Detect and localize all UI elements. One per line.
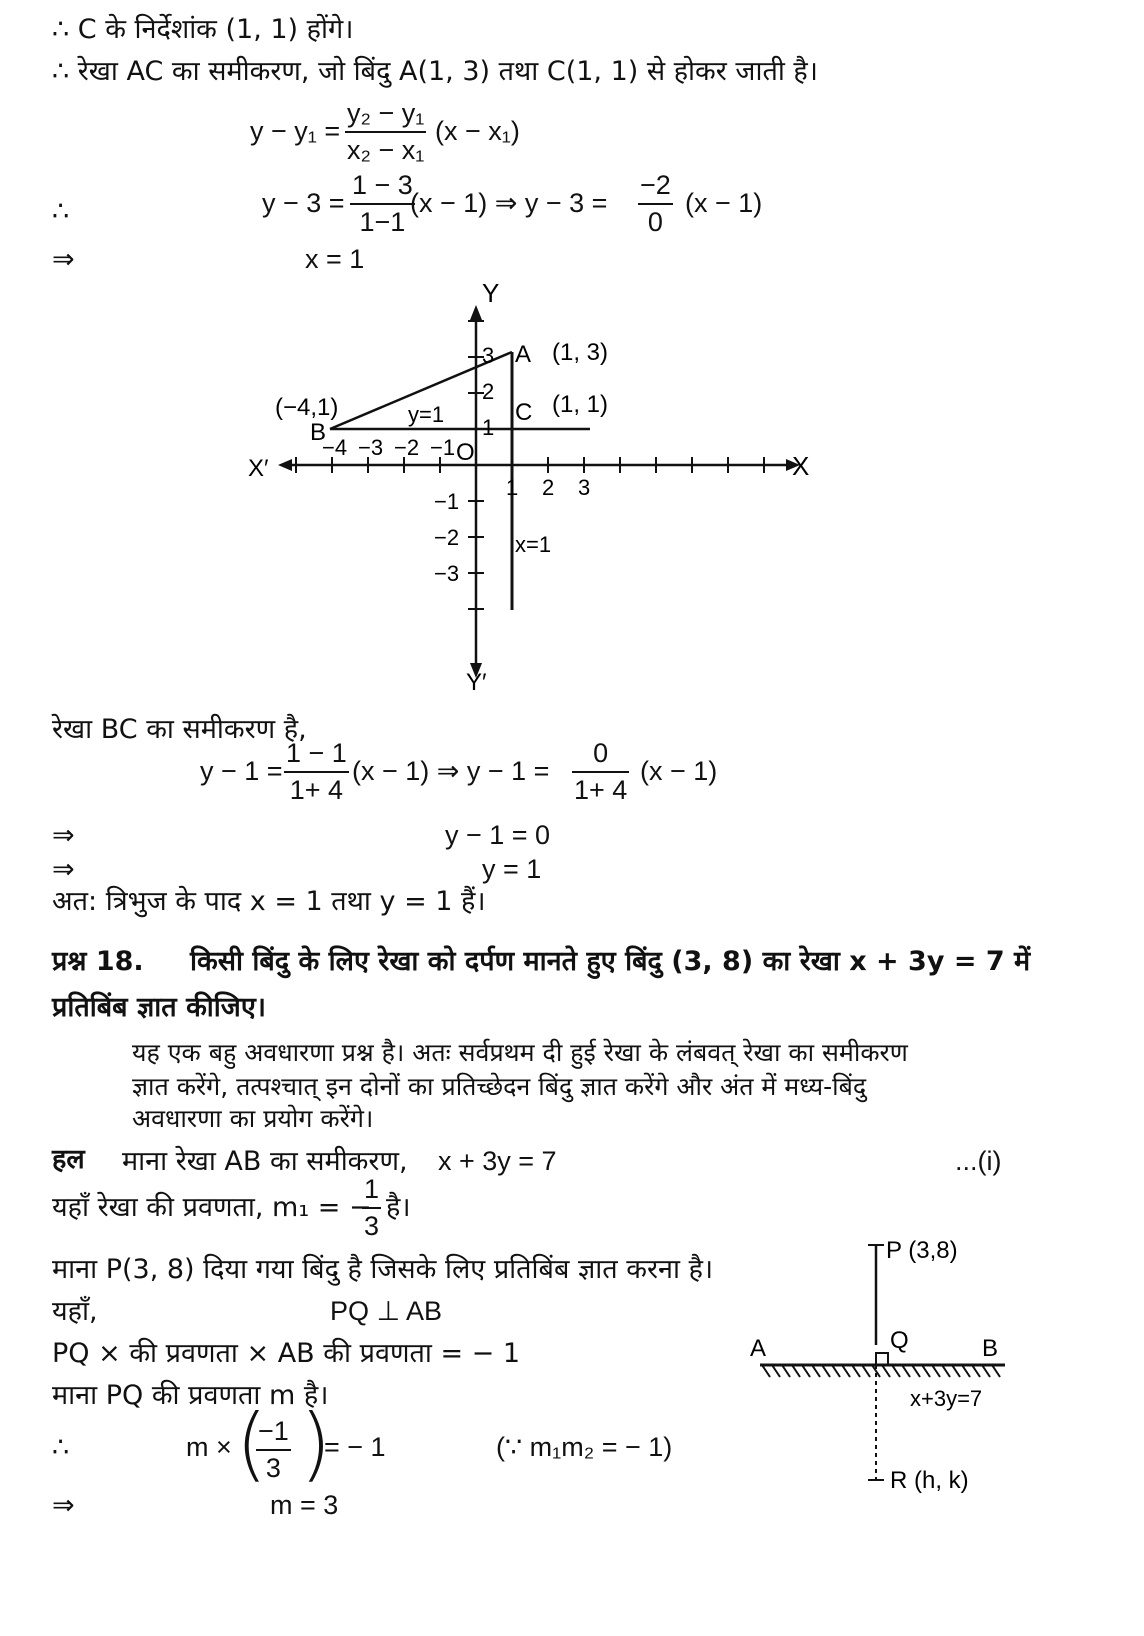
hatch-mark xyxy=(842,1365,850,1377)
hatch-mark xyxy=(782,1365,790,1377)
hatch-mark xyxy=(832,1365,840,1377)
slope-numerator: 1 xyxy=(362,1176,381,1209)
mirror-diagram xyxy=(740,1230,1040,1530)
hatch-mark xyxy=(952,1365,960,1377)
y-tick-label: 1 xyxy=(482,415,495,440)
line-x1-label: x=1 xyxy=(515,532,552,557)
eq2-lhs: y − 3 = xyxy=(262,188,345,218)
equation-reference: ...(i) xyxy=(955,1146,1002,1176)
implies-symbol: ⇒ xyxy=(52,244,75,275)
solution-intro: माना रेखा AB का समीकरण, xyxy=(122,1146,408,1177)
hatch-mark xyxy=(792,1365,800,1377)
eq2b-rhs: (x − 1) xyxy=(685,188,763,218)
hatch-mark xyxy=(852,1365,860,1377)
y-tick-label: −1 xyxy=(434,489,460,514)
point-c-coords: (1, 1) xyxy=(552,391,609,418)
hatch-mark xyxy=(882,1365,890,1377)
slope-fraction xyxy=(362,1176,381,1240)
x-tick-label: 3 xyxy=(578,475,591,500)
x-tick-label: 1 xyxy=(506,475,519,500)
bc-denominator: 1+ 4 xyxy=(289,775,344,805)
bc-intro: रेखा BC का समीकरण है, xyxy=(52,714,307,745)
text-line-c-coords: ∴ C के निर्देशांक (1, 1) होंगे। xyxy=(52,14,354,45)
note-line-2: ज्ञात करेंगे, तत्पश्चात् इन दोनों का प्रतिच्छेदन बिंदु ज्ञात करेंगे और अंत में मध्य-बिंदु xyxy=(132,1072,867,1101)
bc-numerator: 1 − 1 xyxy=(284,740,349,773)
coordinate-graph xyxy=(0,280,1144,710)
y-tick-label: −3 xyxy=(434,561,460,586)
slope-end: है। xyxy=(386,1192,411,1223)
bc-fraction xyxy=(284,740,349,804)
y-axis-arrow-up xyxy=(470,305,482,320)
formula-denominator: x₂ − x₁ xyxy=(347,135,425,165)
x-neg-axis-label: X′ xyxy=(248,455,269,482)
m-lhs: m × xyxy=(186,1432,232,1462)
implies-symbol-2: ⇒ xyxy=(52,820,75,851)
y-axis-label: Y xyxy=(482,280,500,308)
point-a-coords: (1, 3) xyxy=(552,339,609,366)
hatch-mark xyxy=(822,1365,830,1377)
label-a: A xyxy=(750,1335,767,1362)
eq2-denominator: 1−1 xyxy=(359,207,406,237)
hatch-mark xyxy=(922,1365,930,1377)
eq2-fraction xyxy=(350,172,415,236)
hatch-mark xyxy=(972,1365,980,1377)
m-denominator: 3 xyxy=(265,1453,281,1483)
solution-equation: x + 3y = 7 xyxy=(438,1146,557,1176)
hatch-mark xyxy=(762,1365,770,1377)
bc-result-2: y = 1 xyxy=(482,854,542,884)
m-reason: (∵ m₁m₂ = − 1) xyxy=(496,1432,673,1462)
line-y1-label: y=1 xyxy=(408,402,445,427)
eq3: x = 1 xyxy=(305,244,365,274)
x-tick-label: −3 xyxy=(358,435,384,460)
hatch-mark xyxy=(962,1365,970,1377)
hatch-mark xyxy=(802,1365,810,1377)
point-b-label: B xyxy=(310,419,327,446)
hatch-mark xyxy=(982,1365,990,1377)
y-neg-axis-label: Y′ xyxy=(466,669,487,696)
m-rhs: = − 1 xyxy=(324,1432,386,1462)
hatch-mark xyxy=(902,1365,910,1377)
solution-label: हल xyxy=(52,1144,85,1175)
question-18-text: किसी बिंदु के लिए रेखा को दर्पण मानते हुए बिंदु (3, 8) का रेखा x + 3y = 7 में xyxy=(190,946,1031,977)
m-numerator: −1 xyxy=(256,1418,291,1451)
implies-symbol-4: ⇒ xyxy=(52,1490,75,1521)
slope-m-text: माना PQ की प्रवणता m है। xyxy=(52,1380,329,1411)
bc-denominator2: 1+ 4 xyxy=(574,775,628,805)
m-result: m = 3 xyxy=(270,1490,339,1520)
question-18-text-2: प्रतिबिंब ज्ञात कीजिए। xyxy=(52,992,266,1023)
hatch-mark xyxy=(912,1365,920,1377)
label-p: P (3,8) xyxy=(886,1237,958,1264)
bc-lhs: y − 1 = xyxy=(200,756,283,786)
eq2b-fraction xyxy=(638,172,673,236)
right-angle-mark xyxy=(876,1353,888,1365)
point-a-label: A xyxy=(515,341,532,368)
perpendicular-statement: PQ ⊥ AB xyxy=(330,1296,443,1326)
label-line-equation: x+3y=7 xyxy=(910,1386,983,1411)
label-r: R (h, k) xyxy=(890,1467,969,1494)
implies-symbol-3: ⇒ xyxy=(52,854,75,885)
therefore-symbol: ∴ xyxy=(52,196,70,227)
point-b-coords: (−4,1) xyxy=(275,394,339,421)
y-tick-label: −2 xyxy=(434,525,460,550)
hatch-mark xyxy=(772,1365,780,1377)
x-tick-label: 2 xyxy=(542,475,555,500)
open-paren: ( xyxy=(236,1397,268,1490)
close-paren: ) xyxy=(300,1397,332,1490)
formula-lhs: y − y₁ = xyxy=(250,116,341,146)
x-tick-label: −4 xyxy=(322,435,348,460)
x-tick-label: −2 xyxy=(394,435,420,460)
origin-label: O xyxy=(456,439,475,466)
bc-result-1: y − 1 = 0 xyxy=(445,820,551,850)
eq2b-numerator: −2 xyxy=(638,172,673,205)
x-tick-label: −1 xyxy=(430,435,456,460)
label-q: Q xyxy=(890,1327,909,1354)
hatch-mark xyxy=(812,1365,820,1377)
hatch-mark xyxy=(932,1365,940,1377)
eq2b-denominator: 0 xyxy=(647,207,663,237)
point-p-text: माना P(3, 8) दिया गया बिंदु है जिसके लिए प्रतिबिंब ज्ञात करना है। xyxy=(52,1254,714,1285)
question-18-label: प्रश्न 18. xyxy=(52,946,144,977)
slope-product: PQ × की प्रवणता × AB की प्रवणता = − 1 xyxy=(52,1338,521,1369)
hatch-mark xyxy=(892,1365,900,1377)
note-line-3: अवधारणा का प्रयोग करेंगे। xyxy=(132,1104,374,1133)
y-tick-label: 3 xyxy=(482,343,495,368)
point-c-label: C xyxy=(515,399,533,426)
hatch-mark xyxy=(992,1365,1000,1377)
slope-denominator: 3 xyxy=(364,1211,380,1241)
hatch-mark xyxy=(862,1365,870,1377)
bc-numerator2: 0 xyxy=(572,740,629,773)
here-label: यहाँ, xyxy=(52,1296,98,1327)
therefore-symbol-2: ∴ xyxy=(52,1432,70,1463)
bc-fraction2 xyxy=(572,740,629,804)
note-line-1: यह एक बहु अवधारणा प्रश्न है। अतः सर्वप्रथम दी हुई रेखा के लंबवत् रेखा का समीकरण xyxy=(132,1038,908,1067)
conclusion: अत: त्रिभुज के पाद x = 1 तथा y = 1 हैं। xyxy=(52,886,486,917)
bc-rhs: (x − 1) xyxy=(640,756,718,786)
formula-fraction xyxy=(345,100,426,164)
bc-mid: (x − 1) ⇒ y − 1 = xyxy=(352,756,550,786)
label-b: B xyxy=(982,1335,999,1362)
y-tick-label: 2 xyxy=(482,379,495,404)
x-axis-arrow-left xyxy=(278,459,292,471)
hatch-mark xyxy=(942,1365,950,1377)
slope-text: यहाँ रेखा की प्रवणता, m₁ = − xyxy=(52,1192,372,1223)
formula-rhs: (x − x₁) xyxy=(435,116,520,146)
x-axis-label: X xyxy=(792,451,810,481)
text-line-ac-equation: ∴ रेखा AC का समीकरण, जो बिंदु A(1, 3) तथा C(1, 1) से होकर जाती है। xyxy=(52,56,818,87)
eq2-numerator: 1 − 3 xyxy=(350,172,415,205)
m-fraction xyxy=(256,1418,291,1482)
formula-numerator: y₂ − y₁ xyxy=(345,100,426,133)
eq2-rhs: (x − 1) ⇒ y − 3 = xyxy=(410,188,608,218)
